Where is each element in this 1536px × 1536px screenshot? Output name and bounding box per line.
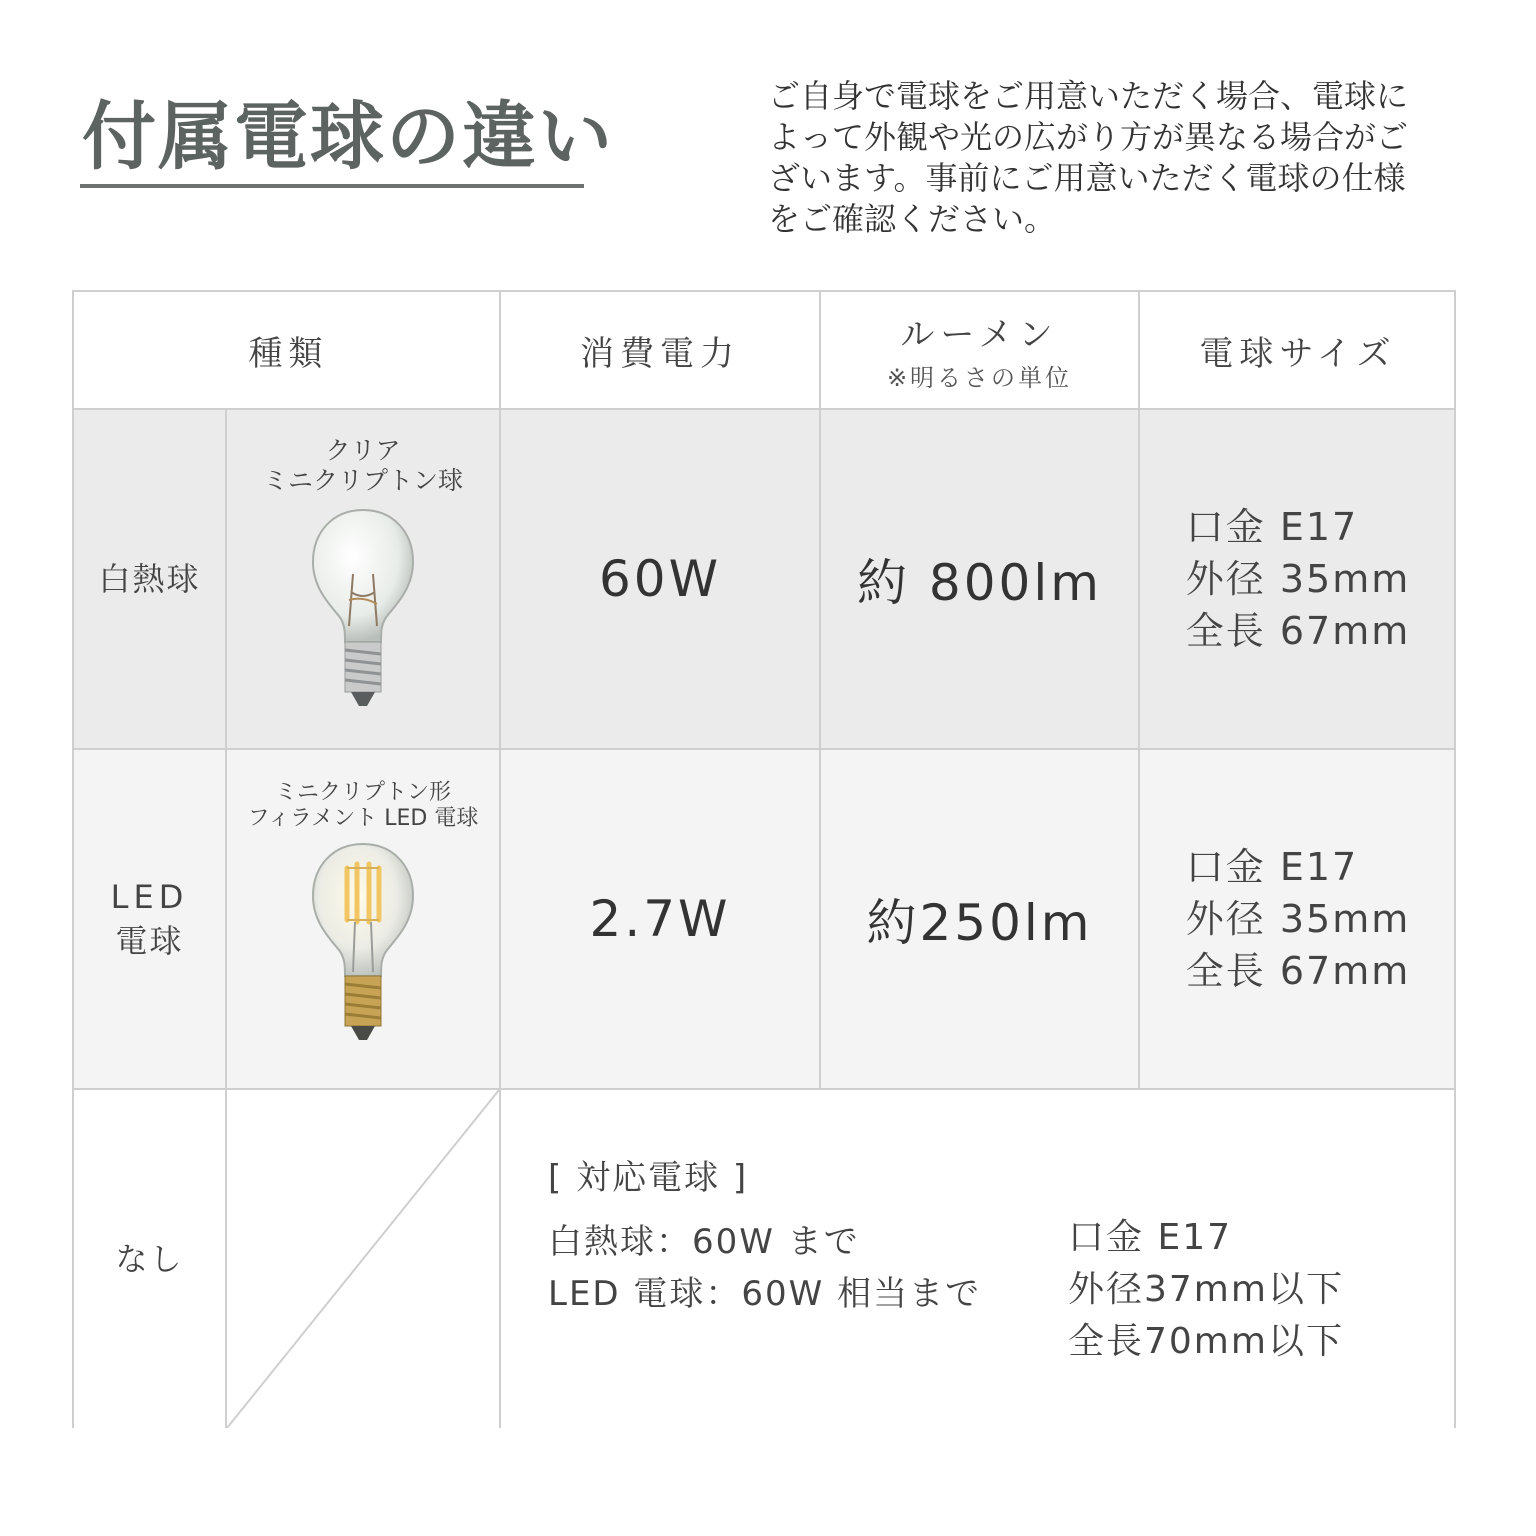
type-none: なし [115, 1240, 184, 1278]
compat-size [1068, 1212, 1344, 1368]
header-power: 消費電力 [580, 333, 740, 374]
size-line: 全長 67mm [1185, 609, 1411, 653]
bulb-name-line: クリア [325, 436, 401, 465]
page-title: 付属電球の違い [82, 94, 614, 180]
header-lumen [821, 292, 1138, 408]
intro-text [768, 76, 1458, 240]
lumen-incandescent: 約 800lm [857, 554, 1102, 612]
intro-line: ざいます。事前にご用意いただく電球の仕様 [768, 159, 1406, 197]
intro-line: をご確認ください。 [768, 200, 1057, 238]
bulb-name [248, 780, 479, 832]
bulb-name-line: ミニクリプトン球 [262, 466, 463, 495]
header-type: 種類 [248, 333, 329, 374]
size-line: 全長 67mm [1185, 949, 1411, 993]
bulb-name-line: ミニクリプトン形 [274, 780, 451, 805]
type-led [74, 750, 225, 1088]
size-incandescent [1140, 410, 1456, 748]
compat-line: 全長70mm以下 [1068, 1321, 1344, 1362]
title-underline [80, 184, 584, 188]
compat-line: LED 電球：60W 相当まで [548, 1274, 982, 1314]
compat-heading: [ 対応電球 ] [548, 1158, 749, 1198]
led-filament-bulb-image [303, 838, 423, 1048]
compat-line: 白熱球：60W まで [548, 1222, 860, 1262]
compat-line: 外径37mm以下 [1068, 1269, 1344, 1310]
size-line: 口金 E17 [1185, 845, 1359, 889]
bulb-name-line: フィラメント LED 電球 [247, 806, 479, 831]
type-incandescent: 白熱球 [98, 560, 201, 598]
type-led-line: LED [110, 878, 189, 916]
power-incandescent: 60W [598, 550, 722, 608]
lumen-led: 約250lm [866, 894, 1093, 952]
intro-line: ご自身で電球をご用意いただく場合、電球に [768, 77, 1409, 115]
size-line: 外径 35mm [1185, 897, 1411, 941]
compat-line: 口金 E17 [1068, 1217, 1232, 1258]
clear-bulb-image [303, 504, 423, 714]
header-size: 電球サイズ [1199, 333, 1397, 374]
header-lumen-label: ルーメン [900, 315, 1059, 355]
bulb-name [263, 436, 463, 496]
bulb-led-cell [227, 750, 499, 1088]
header-lumen-note: ※明るさの単位 [886, 364, 1073, 392]
size-line: 口金 E17 [1185, 505, 1359, 549]
empty-cell-diagonal [227, 1090, 499, 1428]
type-led-line: 電球 [115, 922, 184, 960]
power-led: 2.7W [589, 890, 731, 948]
intro-line: よって外観や光の広がり方が異なる場合がご [768, 118, 1409, 156]
size-led [1140, 750, 1456, 1088]
size-line: 外径 35mm [1185, 557, 1411, 601]
bulb-incandescent-cell [227, 410, 499, 748]
compat-wattage [548, 1216, 981, 1320]
